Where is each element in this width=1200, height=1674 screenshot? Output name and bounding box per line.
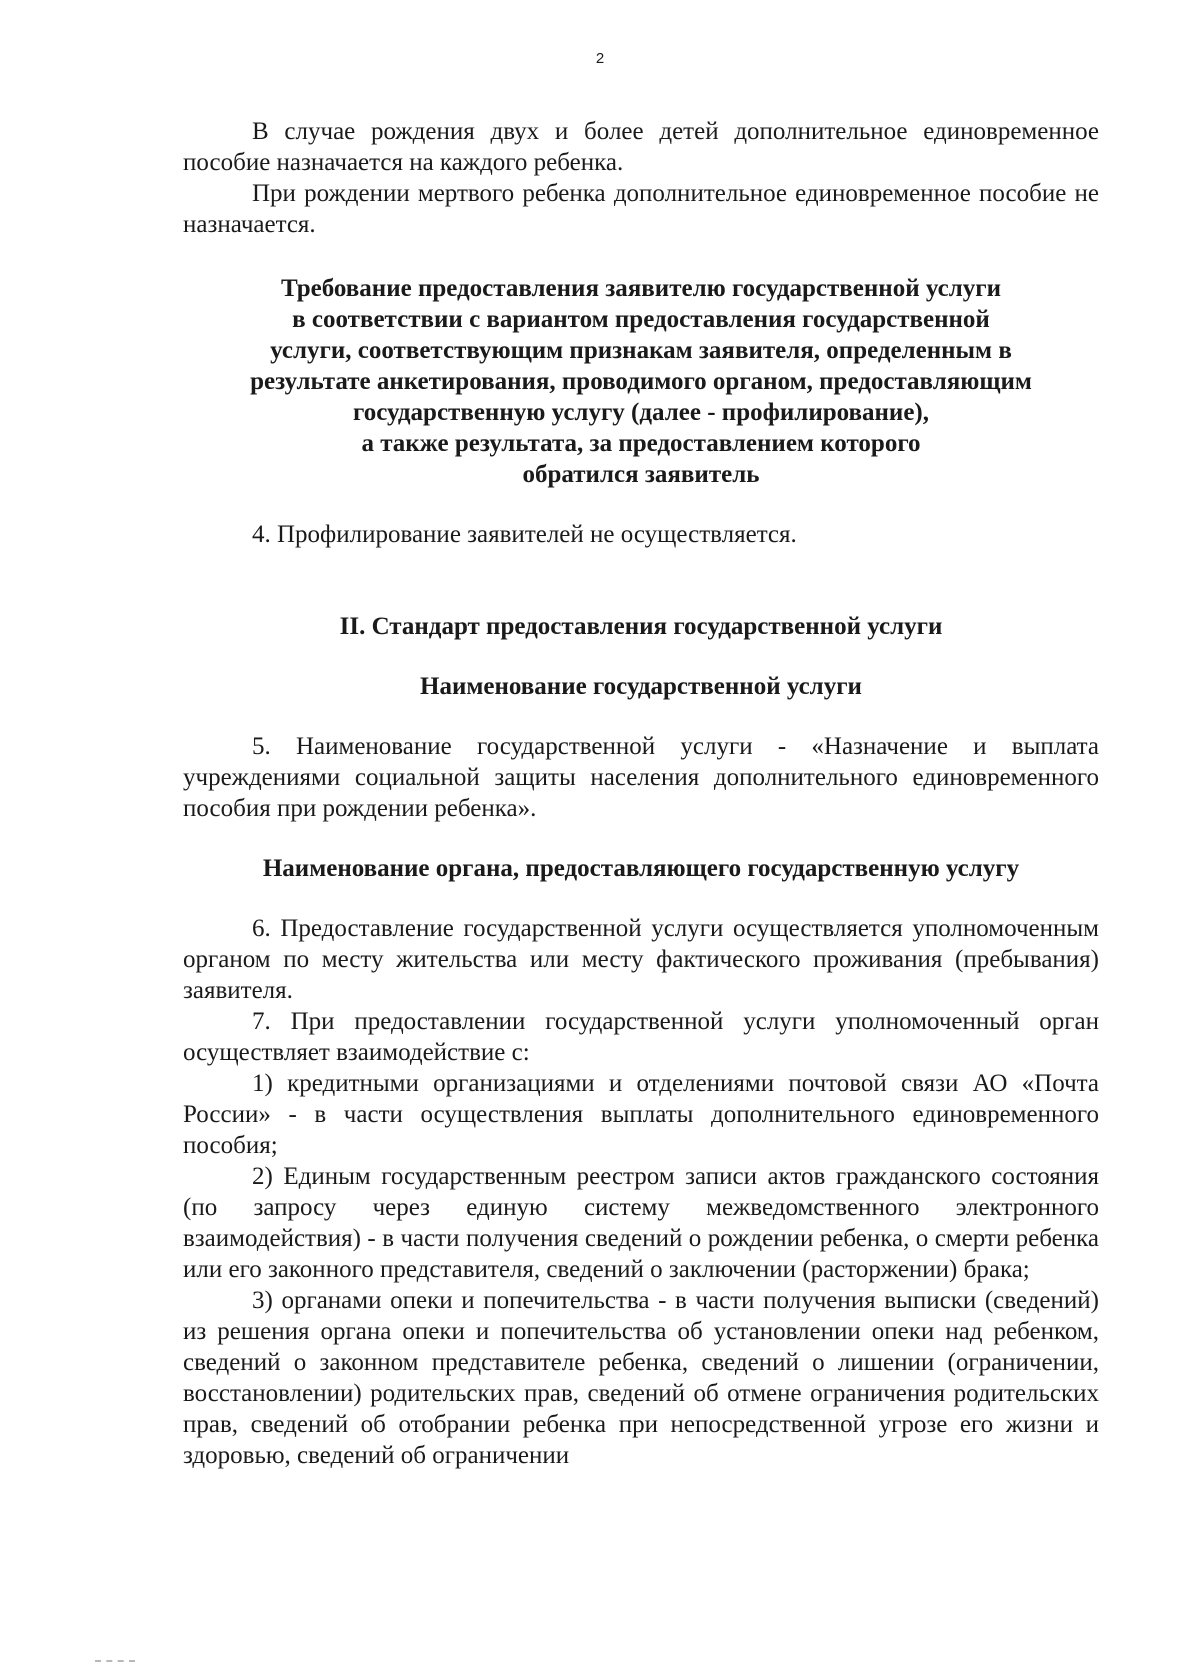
heading-line: в соответствии с вариантом предоставления государственной <box>292 306 990 333</box>
heading-line: обратился заявитель <box>522 461 760 488</box>
paragraph-4: 4. Профилирование заявителей не осуществляется. <box>252 521 797 548</box>
heading-line: результате анкетирования, проводимого органом, предоставляющим <box>250 368 1032 395</box>
paragraph-7: 7. При предоставлении государственной услуги уполномоченный орган осуществляет взаимодействие с: <box>183 1008 1099 1066</box>
heading-line: услуги, соответствующим признакам заявителя, определенным в <box>270 337 1012 364</box>
heading-profiling <box>183 273 1099 490</box>
scan-artifact <box>95 1660 135 1664</box>
page-number: 2 <box>595 50 605 67</box>
paragraph-stillbirth: При рождении мертвого ребенка дополнительное единовременное пособие не назначается. <box>183 180 1099 238</box>
list-item-2: 2) Единым государственным реестром записи актов гражданского состояния (по запросу через единую систему межведомственного электронного взаимодействия) - в части получения сведений о рождении ребенка, о смерти ребенка или его законного представителя, сведений о заключении (расторжении) брака; <box>183 1163 1099 1283</box>
paragraph-5: 5. Наименование государственной услуги - «Назначение и выплата учреждениями социальной защиты населения дополнительного единовременного пособия при рождении ребенка». <box>183 733 1099 822</box>
heading-authority: Наименование органа, предоставляющего государственную услугу <box>262 855 1020 882</box>
paragraph-6: 6. Предоставление государственной услуги осуществляется уполномоченным органом по месту жительства или месту фактического проживания (пребывания) заявителя. <box>183 915 1099 1004</box>
heading-line: а также результата, за предоставлением которого <box>361 430 921 457</box>
heading-line: Требование предоставления заявителю государственной услуги <box>281 275 1001 302</box>
heading-line: государственную услугу (далее - профилирование), <box>352 399 929 426</box>
heading-service-name: Наименование государственной услуги <box>420 673 862 700</box>
list-item-1: 1) кредитными организациями и отделениями почтовой связи АО «Почта России» - в части осуществления выплаты дополнительного единовременного пособия; <box>183 1070 1099 1159</box>
list-item-3: 3) органами опеки и попечительства - в части получения выписки (сведений) из решения органа опеки и попечительства об установлении опеки над ребенком, сведений о законном представителе ребенка, сведений о лишении (ограничении, восстановлении) родительских прав, сведений об отмене ограничения родительских прав, сведений об отобрании ребенка при непосредственной угрозе его жизни и здоровью, сведений об ограничении <box>183 1287 1099 1469</box>
document-body <box>183 116 1099 1471</box>
paragraph-twins: В случае рождения двух и более детей дополнительное единовременное пособие назначается на каждого ребенка. <box>183 118 1099 176</box>
section-title: II. Стандарт предоставления государственной услуги <box>339 613 943 640</box>
